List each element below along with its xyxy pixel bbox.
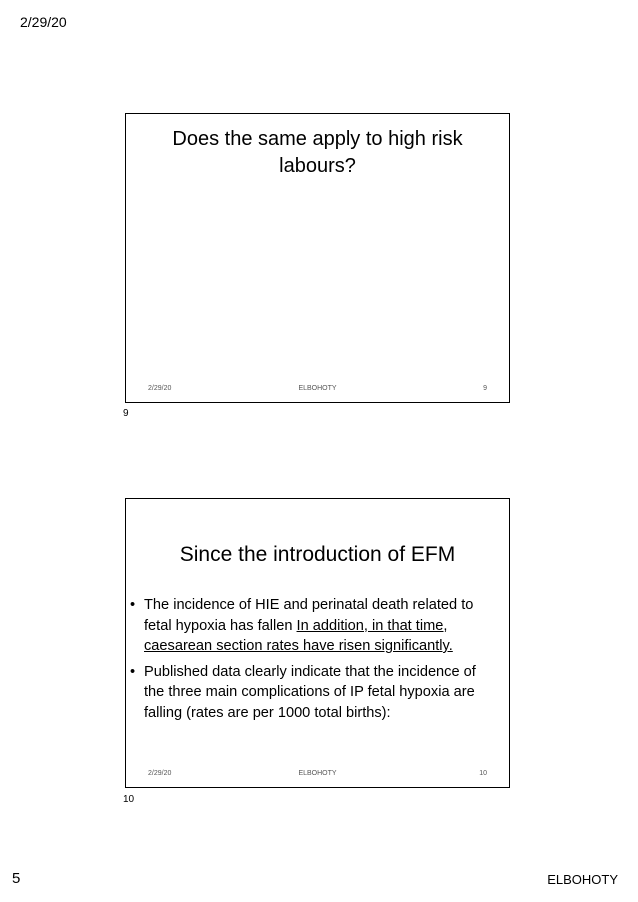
page-author: ELBOHOTY [547, 872, 618, 887]
bullet-marker: • [130, 663, 136, 680]
bullet-list [126, 595, 495, 728]
slide-label: 9 [123, 408, 129, 419]
bullet-text: The incidence of HIE and perinatal death related to fetal hypoxia has fallen [144, 597, 474, 634]
slide-footer-number: 10 [479, 770, 487, 777]
bullet-marker: • [130, 597, 136, 613]
slide-footer-number: 9 [483, 385, 487, 392]
slide-footer-author: ELBOHOTY [298, 385, 337, 392]
slide-label: 10 [123, 794, 135, 805]
slide-title: Does the same apply to high risk labours? [172, 128, 463, 177]
bullet-underlined-text: In addition, in that time, caesarean section rates have risen significantly. [144, 617, 453, 654]
slide-footer-author: ELBOHOTY [298, 770, 337, 777]
slide-footer-date: 2/29/20 [148, 770, 172, 777]
bullet-text: Published data clearly indicate that the incidence of the three main complications of IP fetal hypoxia are falling (rates are per 1000 total births): [144, 663, 476, 721]
page-date: 2/29/20 [20, 14, 67, 30]
slide-footer-date: 2/29/20 [148, 385, 172, 392]
slide-9 [125, 113, 510, 403]
slide-10 [125, 498, 510, 788]
slide-title: Since the introduction of EFM [179, 543, 456, 566]
bullet-item [126, 595, 495, 657]
bullet-item [126, 662, 495, 724]
page-number: 5 [12, 870, 21, 887]
